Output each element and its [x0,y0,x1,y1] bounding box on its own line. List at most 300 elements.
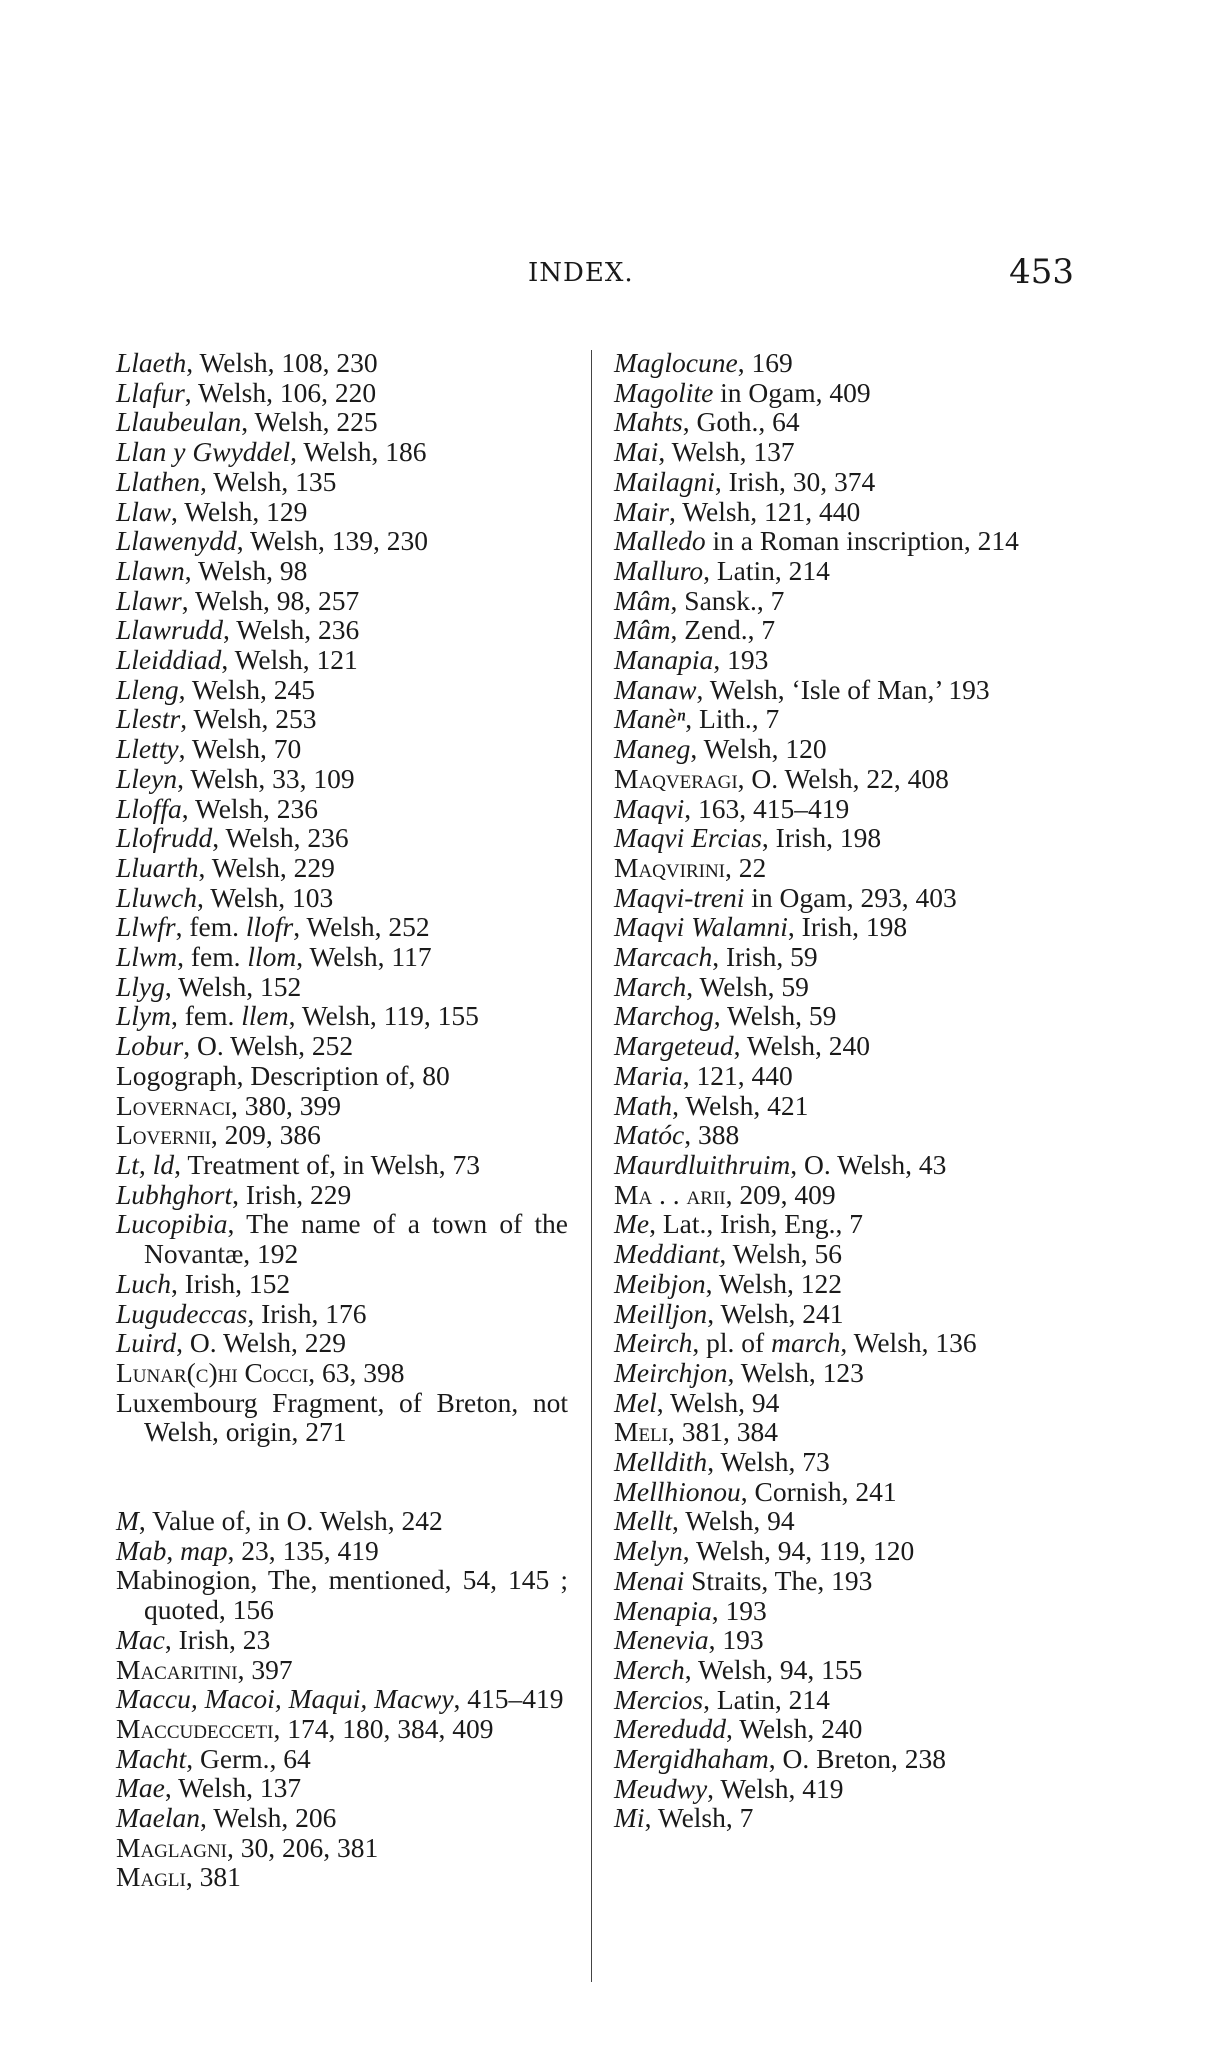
index-term: llem [241,1000,289,1032]
index-ref: , O. Welsh, 252 [183,1030,354,1062]
index-ref: , [166,1534,181,1566]
index-term: map [180,1534,228,1566]
index-ref: in Ogam, 293, 403 [744,881,957,913]
index-term: Maelan [116,1802,201,1834]
index-entry [614,1269,1070,1299]
index-ref: , Welsh, 106, 220 [184,376,377,408]
index-ref: , Welsh, 59 [686,970,809,1002]
index-entry [116,1150,568,1180]
page-number: 453 [1009,252,1074,292]
index-entry [614,1655,1070,1685]
index-ref: , 121, 440 [682,1059,793,1091]
index-ref: Logograph, Description of, 80 [116,1059,450,1091]
index-ref: , Irish, 152 [171,1267,291,1299]
index-entry [614,972,1070,1002]
index-entry [614,1031,1070,1061]
index-term: llofr [245,911,294,943]
index-entry [116,378,568,408]
index-entry [614,1209,1070,1239]
index-entry [614,1299,1070,1329]
index-term: Malluro [614,554,704,586]
index-ref: , fem. [171,1000,242,1032]
index-group-l [116,348,568,1447]
index-entry [614,1328,1070,1358]
index-term: Mergidhaham [614,1743,769,1775]
index-entry [116,1536,568,1566]
index-entry [116,497,568,527]
index-term: Melyn [614,1535,683,1567]
index-column-left [116,348,568,1892]
index-ref: , Welsh, 7 [644,1802,754,1834]
index-ref: , Welsh, 245 [178,673,315,705]
index-term: Lloffa [116,792,182,824]
index-term: Magli [116,1861,186,1893]
index-entry [116,1565,568,1624]
index-entry [116,1625,568,1655]
index-ref: , Welsh, 241 [707,1297,844,1329]
index-entry [614,1388,1070,1418]
index-term: Llym [116,1000,171,1032]
index-entry [614,1536,1070,1566]
index-term: Llawn [116,554,185,586]
index-ref: , 193 [711,1594,767,1626]
index-entry [614,645,1070,675]
index-ref: , 169 [737,347,793,378]
index-entry [116,1358,568,1388]
index-entry [614,615,1070,645]
index-entry [116,972,568,1002]
page-header [110,252,1074,298]
index-entry [116,348,568,378]
index-term: Maqvirini [614,851,725,883]
index-entry [116,1269,568,1299]
index-term: Llwfr [116,911,176,943]
index-ref: , Welsh, 120 [690,733,827,765]
index-ref: , Welsh, 129 [171,495,308,527]
index-ref: , Welsh, 135 [200,465,337,497]
index-entry [614,407,1070,437]
section-gap [116,1447,568,1506]
index-term: Lluarth [116,851,199,883]
index-term: Mi [614,1802,645,1834]
index-entry [116,704,568,734]
index-ref: , O. Welsh, 229 [176,1327,347,1359]
index-term: march [771,1327,841,1359]
index-ref: , 209, 386 [210,1119,321,1151]
index-term: Mae [116,1772,165,1804]
index-ref: , 22 [725,851,767,883]
index-group-m [116,1506,568,1892]
index-ref: , Value of, in O. Welsh, 242 [138,1505,443,1537]
index-term: Luird [116,1327,177,1359]
index-ref: , Welsh, 73 [707,1446,830,1478]
index-term: llom [247,941,297,973]
index-ref: , Welsh, 252 [293,911,430,943]
index-ref: , Welsh, 229 [198,851,335,883]
index-ref: , 209, 409 [725,1178,836,1210]
index-entry [614,1477,1070,1507]
index-ref: , Irish, 23 [164,1623,271,1655]
index-term: Meredudd [614,1713,727,1745]
index-term: Llyg [116,970,165,1002]
index-entry [116,823,568,853]
index-entry [116,912,568,942]
index-ref: , fem. [175,911,246,943]
index-term: M [116,1505,139,1537]
index-ref: , Welsh, 137 [658,436,795,468]
index-entry [116,1803,568,1833]
index-entry [116,556,568,586]
index-ref: , 380, 399 [230,1089,341,1121]
index-term: Lletty [116,733,179,765]
index-entry [116,407,568,437]
index-term: Mahts [614,406,683,438]
index-term: Mair [614,495,669,527]
index-entry [614,1417,1070,1447]
index-entry [614,467,1070,497]
index-entry [116,1031,568,1061]
index-entry [116,1744,568,1774]
index-term: Lleiddiad [116,644,222,676]
index-term: Meibjon [614,1267,706,1299]
index-term: Maqvi [614,792,685,824]
index-entry [614,675,1070,705]
index-ref: , 30, 206, 381 [227,1831,379,1863]
index-term: Lovernii [116,1119,211,1151]
index-ref: , 415–419 [453,1683,564,1715]
index-term: Melldith [614,1446,708,1478]
index-term: Maurdluithruim [614,1148,791,1180]
index-ref: , 193 [713,644,769,676]
index-ref: , Welsh, 33, 109 [177,762,355,794]
index-entry [614,1566,1070,1596]
index-entry [116,437,568,467]
index-term: Llafur [116,376,185,408]
index-entry [614,1447,1070,1477]
index-entry [116,883,568,913]
index-entry [614,942,1070,972]
index-ref: , Welsh, 136 [840,1327,977,1359]
index-ref: in a Roman inscription, 214 [705,525,1019,557]
index-entry [116,1714,568,1744]
index-ref: , O. Breton, 238 [768,1743,947,1775]
index-ref: , Latin, 214 [703,1683,830,1715]
index-ref: , 381 [185,1861,241,1893]
index-entry [614,1150,1070,1180]
index-entry [614,1625,1070,1655]
index-term: Maccudecceti [116,1712,274,1744]
index-entry [614,1596,1070,1626]
index-ref: , 381, 384 [668,1416,778,1448]
index-term: Macaritini [116,1653,238,1685]
index-entry [614,1061,1070,1091]
index-term: Lleyn [116,762,178,794]
index-ref: , Lat., Irish, Eng., 7 [649,1208,863,1240]
index-term: Mac [116,1623,165,1655]
index-entry [116,1001,568,1031]
index-entry [116,942,568,972]
index-term: Lleng [116,673,179,705]
index-ref: , Cornish, 241 [740,1475,897,1507]
index-term: Menai [614,1564,685,1596]
index-term: Maria [614,1059,683,1091]
index-entry [614,1120,1070,1150]
index-ref: , Goth., 64 [682,406,800,438]
index-entry [116,1773,568,1803]
index-term: Maglocune [614,347,738,378]
index-term: Mâm [614,584,671,616]
index-entry [614,526,1070,556]
index-entry [116,734,568,764]
index-entry [116,1061,568,1091]
index-term: Menevia [614,1624,709,1656]
index-ref: , Lith., 7 [685,703,780,735]
column-divider [591,350,592,1982]
index-ref: , Welsh, 94, 119, 120 [682,1535,915,1567]
index-ref: , Welsh, 94 [672,1505,795,1537]
index-ref: , Welsh, 94 [656,1386,780,1418]
index-ref: , Welsh, 240 [726,1713,863,1745]
index-entry [614,586,1070,616]
index-ref: Luxembourg Fragment, of Breton, not Welsh, origin, 271 [116,1386,568,1448]
index-column-right [614,348,1070,1833]
index-entry [614,1774,1070,1804]
index-entry [614,1714,1070,1744]
index-term: Meddiant [614,1238,720,1270]
index-term: Matóc [614,1119,685,1151]
index-entry [116,1506,568,1536]
index-ref: , Welsh, 108, 230 [186,347,378,378]
index-entry [116,1833,568,1863]
index-ref: , Irish, 198 [761,822,882,854]
index-ref: , 163, 415–419 [684,792,850,824]
index-ref: , Welsh, 123 [727,1356,864,1388]
index-entry [116,1328,568,1358]
index-ref: , Sansk., 7 [670,584,785,616]
index-term: Manaw [614,673,697,705]
index-term: Lugudeccas [116,1297,248,1329]
index-ref: , 23, 135, 419 [227,1534,379,1566]
index-ref: , Germ., 64 [186,1742,311,1774]
index-entry [116,1299,568,1329]
index-term: Llaw [116,495,172,527]
index-term: Lovernaci [116,1089,231,1121]
index-entry [116,1180,568,1210]
index-ref: , Welsh, 253 [180,703,317,735]
index-term: Mailagni [614,465,715,497]
index-term: March [614,970,687,1002]
index-term: Mercios [614,1683,704,1715]
index-entry [614,1239,1070,1269]
index-ref: , 388 [684,1119,740,1151]
index-term: Llwm [116,941,178,973]
index-term: Llawenydd [116,525,237,557]
index-term: Meli [614,1416,668,1448]
index-term: Mellhionou [614,1475,741,1507]
index-ref: , Welsh, 121 [221,644,358,676]
index-ref: , fem. [177,941,248,973]
index-entry [614,704,1070,734]
index-ref: , pl. of [692,1327,772,1359]
index-term: Llan y Gwyddel [116,436,291,468]
index-term: Magolite [614,376,714,408]
index-term: Mel [614,1386,657,1418]
index-ref: , O. Welsh, 22, 408 [737,762,949,794]
index-entry [614,1685,1070,1715]
index-entry [614,437,1070,467]
index-term: Llofrudd [116,822,213,854]
index-entry [614,823,1070,853]
index-term: Luch [116,1267,171,1299]
index-ref: , Irish, 229 [232,1178,352,1210]
index-ref: , Welsh, 240 [733,1030,870,1062]
index-term: Maneg [614,733,691,765]
index-ref: Straits, The, 193 [684,1564,873,1596]
index-entry [116,467,568,497]
index-ref: , Welsh, 70 [178,733,302,765]
index-term: Manapia [614,644,714,676]
index-entry [614,1091,1070,1121]
index-term: Lunar(c)hi Cocci [116,1356,309,1388]
index-term: Manèⁿ [614,703,686,735]
index-ref: , Welsh, 236 [222,614,360,646]
index-entry [614,1744,1070,1774]
index-entry [614,1180,1070,1210]
index-entry [614,912,1070,942]
index-term: Meilljon [614,1297,708,1329]
index-term: Merch [614,1653,685,1685]
index-ref: in Ogam, 409 [713,376,871,408]
index-entry [614,1803,1070,1833]
index-entry [614,853,1070,883]
index-ref: , Welsh, 103 [196,881,334,913]
index-entry [116,645,568,675]
index-ref: , The name of a town of the Novantæ, 192 [144,1208,568,1270]
index-ref: , Welsh, 121, 440 [669,495,861,527]
index-term: Maqvi Walamni [614,911,788,943]
index-term: Malledo [614,525,706,557]
index-ref: , Welsh, 186 [290,436,427,468]
index-ref: , Welsh, 98 [184,554,308,586]
index-term: Maqvi-treni [614,881,745,913]
index-term: Lluwch [116,881,197,913]
index-ref: , Welsh, 421 [672,1089,809,1121]
index-ref: , 193 [708,1624,764,1656]
index-term: Maqvi Ercias [614,822,762,854]
index-term: Llawr [116,584,182,616]
index-term: Mai [614,436,659,468]
index-term: Marcach [614,941,713,973]
index-entry [116,675,568,705]
index-entry [116,615,568,645]
index-term: Lobur [116,1030,184,1062]
index-term: Meirch [614,1327,693,1359]
index-entry [614,1358,1070,1388]
index-term: Llestr [116,703,181,735]
index-entry [116,853,568,883]
index-term: Llaubeulan [116,406,242,438]
index-term: Meudwy [614,1772,708,1804]
index-ref: , Welsh, 419 [707,1772,844,1804]
index-term: Me [614,1208,650,1240]
index-ref: , Zend., 7 [670,614,776,646]
index-entry [614,764,1070,794]
index-ref: , Welsh, 119, 155 [288,1000,479,1032]
index-ref: , Welsh, 137 [164,1772,302,1804]
index-term: Mellt [614,1505,673,1537]
index-ref: , Welsh, 152 [164,970,302,1002]
index-ref: , Treatment of, in Welsh, 73 [174,1148,480,1180]
index-ref: , 63, 398 [308,1356,405,1388]
index-entry [116,1388,568,1447]
index-term: Lucopibia [116,1208,228,1240]
index-entry [116,764,568,794]
index-term: Llathen [116,465,201,497]
index-ref: , Welsh, 59 [713,1000,837,1032]
index-entry [116,1684,568,1714]
index-ref: , Welsh, ‘Isle of Man,’ 193 [696,673,990,705]
index-ref: , Welsh, 139, 230 [236,525,429,557]
index-entry [614,1506,1070,1536]
index-ref: , Welsh, 56 [719,1238,842,1270]
index-entry [116,1209,568,1268]
index-ref: , Welsh, 94, 155 [684,1653,863,1685]
index-ref: Mabinogion, The, mentioned, 54, 145 ; quoted, 156 [116,1564,568,1626]
index-ref: , Welsh, 206 [200,1802,337,1834]
index-ref: , O. Welsh, 43 [790,1148,947,1180]
index-ref: , 174, 180, 384, 409 [273,1712,494,1744]
index-term: Llawrudd [116,614,223,646]
index-term: Macht [116,1742,187,1774]
index-entry [614,556,1070,586]
index-entry [116,526,568,556]
index-ref: , Latin, 214 [703,554,830,586]
index-term: Mâm [614,614,671,646]
index-term: Mab [116,1534,167,1566]
index-entry [116,794,568,824]
index-ref: , Welsh, 122 [705,1267,842,1299]
index-ref: , Welsh, 98, 257 [181,584,360,616]
page-title: INDEX. [528,258,634,288]
index-term: Lt, ld [116,1148,175,1180]
index-entry [614,883,1070,913]
index-ref: , Irish, 176 [247,1297,367,1329]
index-term: Maccu, Macoi, Maqui, Macwy [116,1683,454,1715]
index-term: Meirchjon [614,1356,728,1388]
index-ref: , Welsh, 236 [181,792,319,824]
index-ref: , Irish, 59 [712,941,818,973]
index-term: Maglagni [116,1831,227,1863]
index-entry [116,1091,568,1121]
index-term: Menapia [614,1594,712,1626]
index-entry [116,586,568,616]
index-ref: , Welsh, 236 [212,822,349,854]
index-entry [614,1001,1070,1031]
index-group-m-continued [614,348,1070,1833]
index-term: Math [614,1089,673,1121]
index-term: Lubhghort [116,1178,233,1210]
index-entry [614,734,1070,764]
index-term: Margeteud [614,1030,734,1062]
index-ref: , Irish, 198 [787,911,908,943]
index-entry [614,348,1070,378]
index-ref: , Welsh, 117 [296,941,432,973]
index-term: Marchog [614,1000,714,1032]
index-entry [614,794,1070,824]
index-term: Maqveragi [614,762,738,794]
index-entry [116,1120,568,1150]
index-term: Ma . . arii [614,1178,726,1210]
